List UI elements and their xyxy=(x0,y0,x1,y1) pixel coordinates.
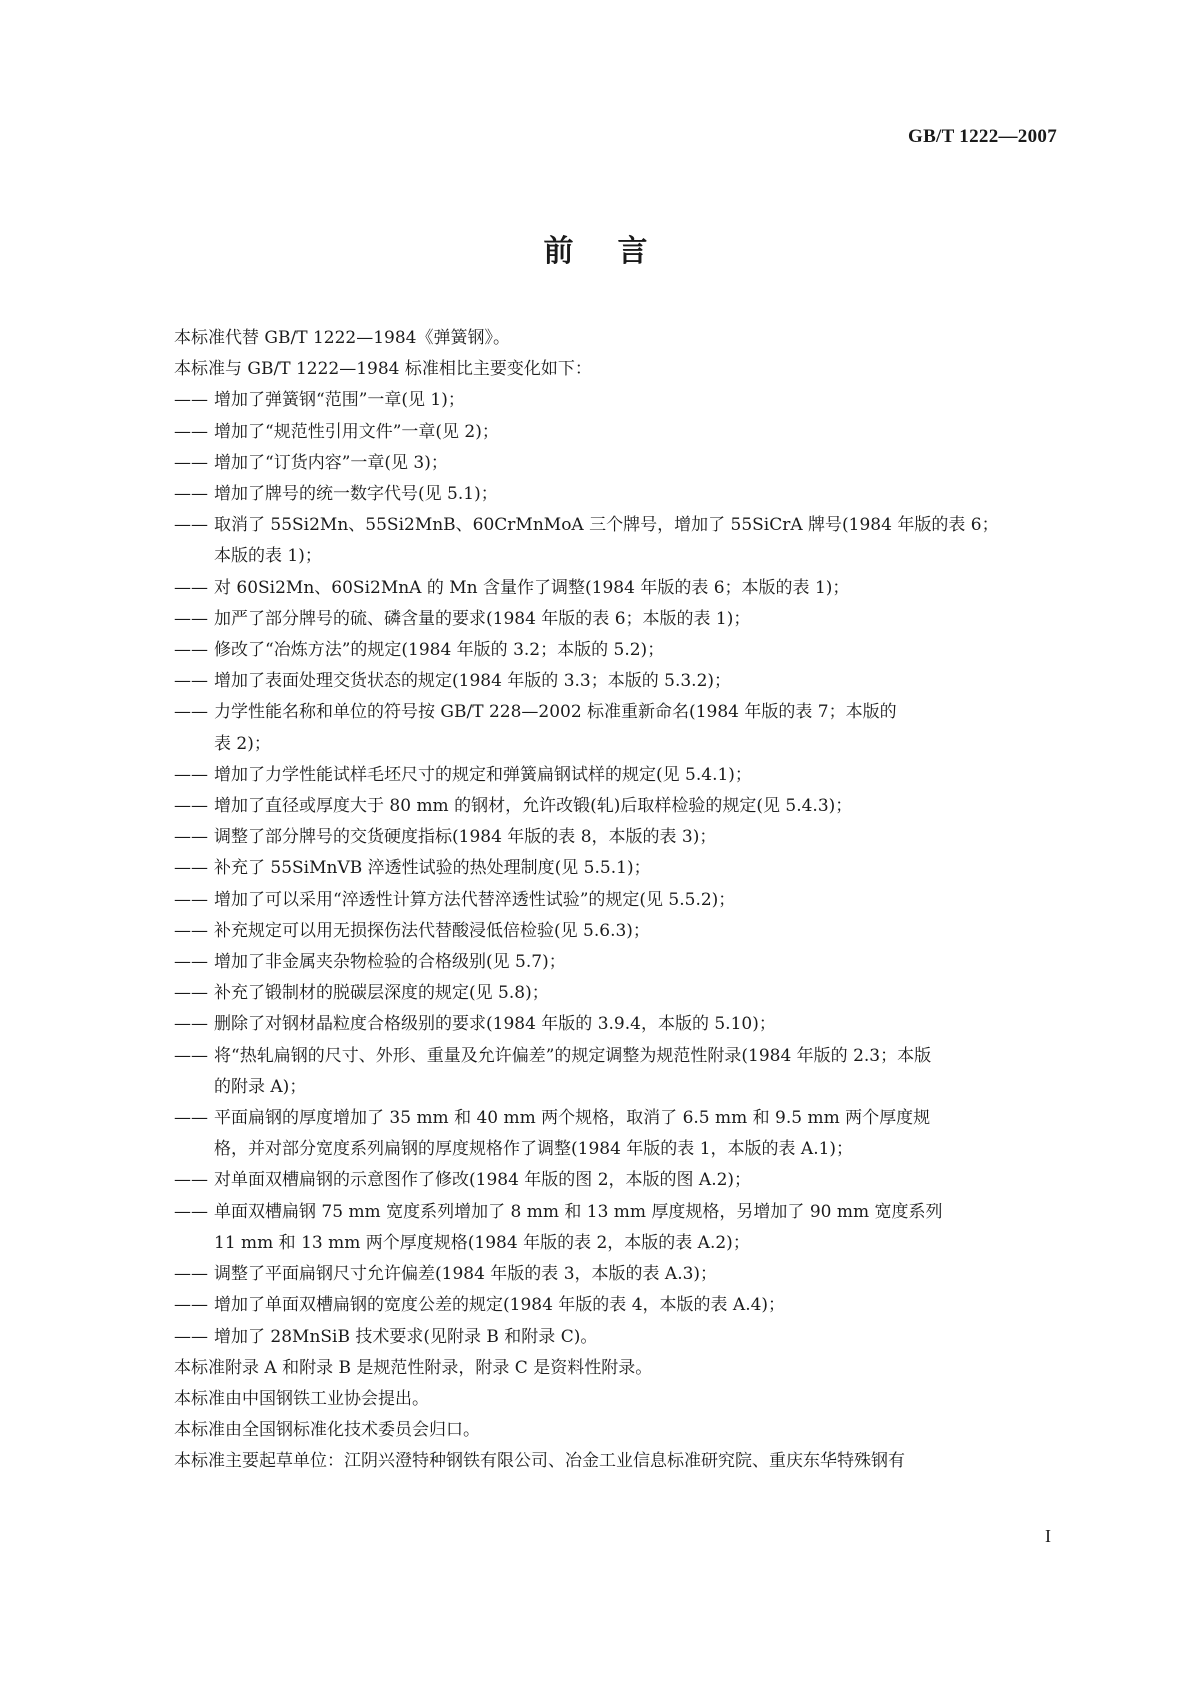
change-item-text: 增加了弹簧钢“范围”一章(见 1)； xyxy=(214,390,465,411)
closing-paragraph: 本标准附录 A 和附录 B 是规范性附录，附录 C 是资料性附录。 xyxy=(174,1357,653,1378)
change-item-text: 表 2)； xyxy=(214,733,271,754)
change-item xyxy=(174,885,1054,916)
list-dash: —— xyxy=(174,1045,208,1066)
changes-list xyxy=(174,385,1054,1352)
list-dash: —— xyxy=(174,1326,208,1347)
change-item xyxy=(174,573,1054,604)
change-item-text: 增加了可以采用“淬透性计算方法代替淬透性试验”的规定(见 5.5.2)； xyxy=(214,889,736,910)
change-item-text: 补充了锻制材的脱碳层深度的规定(见 5.8)； xyxy=(214,983,549,1004)
change-item-text: 平面扁钢的厚度增加了 35 mm 和 40 mm 两个规格，取消了 6.5 mm 和 9.5 mm 两个厚度规 xyxy=(214,1108,931,1129)
change-item-text: 补充了 55SiMnVB 淬透性试验的热处理制度(见 5.5.1)； xyxy=(214,858,651,879)
change-item-text: 对 60Si2Mn、60Si2MnA 的 Mn 含量作了调整(1984 年版的表 6；本版的表 1)； xyxy=(214,577,850,598)
intro-paragraph: 本标准代替 GB/T 1222—1984《弹簧钢》。 xyxy=(174,328,510,348)
change-item-text: 将“热轧扁钢的尺寸、外形、重量及允许偏差”的规定调整为规范性附录(1984 年版的 2.3；本版 xyxy=(214,1045,932,1066)
closing-paragraph: 本标准由中国钢铁工业协会提出。 xyxy=(174,1388,429,1409)
list-dash: —— xyxy=(174,608,208,629)
change-item xyxy=(174,1197,1054,1259)
list-dash: —— xyxy=(174,889,208,910)
list-dash: —— xyxy=(174,1170,208,1191)
change-item xyxy=(174,1322,1054,1353)
change-item-text: 调整了平面扁钢尺寸允许偏差(1984 年版的表 3，本版的表 A.3)； xyxy=(214,1264,718,1285)
list-dash: —— xyxy=(174,983,208,1004)
list-dash: —— xyxy=(174,1264,208,1285)
change-item xyxy=(174,666,1054,697)
change-item xyxy=(174,822,1054,853)
standard-code: GB/T 1222—2007 xyxy=(907,126,1057,147)
intro-paragraph: 本标准与 GB/T 1222—1984 标准相比主要变化如下： xyxy=(174,359,592,380)
change-item xyxy=(174,385,1054,416)
change-item-text: 增加了“订货内容”一章(见 3)； xyxy=(214,452,448,473)
change-item-text: 增加了力学性能试样毛坯尺寸的规定和弹簧扁钢试样的规定(见 5.4.1)； xyxy=(214,764,752,785)
closing-paragraph: 本标准主要起草单位：江阴兴澄特种钢铁有限公司、冶金工业信息标准研究院、重庆东华特殊钢有 xyxy=(174,1451,905,1472)
change-item xyxy=(174,697,1054,759)
list-dash: —— xyxy=(174,858,208,879)
change-item xyxy=(174,1009,1054,1040)
change-item-text: 调整了部分牌号的交货硬度指标(1984 年版的表 8，本版的表 3)； xyxy=(214,827,717,848)
change-item xyxy=(174,760,1054,791)
change-item xyxy=(174,479,1054,510)
list-dash: —— xyxy=(174,390,208,411)
change-item xyxy=(174,791,1054,822)
change-item-text: 增加了非金属夹杂物检验的合格级别(见 5.7)； xyxy=(214,952,566,973)
list-dash: —— xyxy=(174,920,208,941)
change-item-text: 取消了 55Si2Mn、55Si2MnB、60CrMnMoA 三个牌号，增加了 55SiCrA 牌号(1984 年版的表 6； xyxy=(214,515,999,536)
change-item xyxy=(174,916,1054,947)
change-item xyxy=(174,1259,1054,1290)
list-dash: —— xyxy=(174,484,208,505)
change-item-text: 加严了部分牌号的硫、磷含量的要求(1984 年版的表 6；本版的表 1)； xyxy=(214,608,751,629)
change-item-text: 删除了对钢材晶粒度合格级别的要求(1984 年版的 3.9.4，本版的 5.10)； xyxy=(214,1014,776,1035)
list-dash: —— xyxy=(174,1108,208,1129)
list-dash: —— xyxy=(174,1201,208,1222)
change-item xyxy=(174,978,1054,1009)
list-dash: —— xyxy=(174,515,208,536)
list-dash: —— xyxy=(174,1295,208,1316)
change-item xyxy=(174,947,1054,978)
change-item xyxy=(174,417,1054,448)
change-item-text: 对单面双槽扁钢的示意图作了修改(1984 年版的图 2，本版的图 A.2)； xyxy=(214,1170,752,1191)
change-item-text: 增加了“规范性引用文件”一章(见 2)； xyxy=(214,421,499,442)
list-dash: —— xyxy=(174,577,208,598)
change-item xyxy=(174,635,1054,666)
list-dash: —— xyxy=(174,1014,208,1035)
change-item-text: 补充规定可以用无损探伤法代替酸浸低倍检验(见 5.6.3)； xyxy=(214,920,650,941)
list-dash: —— xyxy=(174,796,208,817)
intro-section xyxy=(174,323,1054,385)
change-item xyxy=(174,510,1054,572)
change-item-text: 增加了牌号的统一数字代号(见 5.1)； xyxy=(214,484,498,505)
change-item-text: 增加了表面处理交货状态的规定(1984 年版的 3.3；本版的 5.3.2)； xyxy=(214,671,732,692)
list-dash: —— xyxy=(174,702,208,723)
change-item-text: 本版的表 1)； xyxy=(214,546,322,567)
change-item xyxy=(174,448,1054,479)
closing-paragraph: 本标准由全国钢标准化技术委员会归口。 xyxy=(174,1420,480,1441)
list-dash: —— xyxy=(174,827,208,848)
list-dash: —— xyxy=(174,764,208,785)
change-item-text: 的附录 A)； xyxy=(214,1076,307,1097)
list-dash: —— xyxy=(174,421,208,442)
change-item-text: 11 mm 和 13 mm 两个厚度规格(1984 年版的表 2，本版的表 A.2)； xyxy=(214,1232,750,1253)
change-item xyxy=(174,1103,1054,1165)
change-item xyxy=(174,853,1054,884)
closing-section xyxy=(174,1353,1054,1478)
change-item xyxy=(174,604,1054,635)
change-item-text: 格，并对部分宽度系列扁钢的厚度规格作了调整(1984 年版的表 1，本版的表 A.1)； xyxy=(214,1139,854,1160)
change-item xyxy=(174,1041,1054,1103)
page-title: 前言 xyxy=(543,234,692,269)
change-item-text: 单面双槽扁钢 75 mm 宽度系列增加了 8 mm 和 13 mm 厚度规格，另增加了 90 mm 宽度系列 xyxy=(214,1201,943,1222)
change-item-text: 力学性能名称和单位的符号按 GB/T 228—2002 标准重新命名(1984 年版的表 7；本版的 xyxy=(214,702,897,723)
change-item-text: 增加了单面双槽扁钢的宽度公差的规定(1984 年版的表 4，本版的表 A.4)； xyxy=(214,1295,786,1316)
page-number: I xyxy=(1045,1526,1051,1546)
change-item xyxy=(174,1165,1054,1196)
list-dash: —— xyxy=(174,640,208,661)
list-dash: —— xyxy=(174,671,208,692)
list-dash: —— xyxy=(174,452,208,473)
change-item-text: 增加了 28MnSiB 技术要求(见附录 B 和附录 C)。 xyxy=(214,1326,598,1347)
list-dash: —— xyxy=(174,952,208,973)
change-item-text: 增加了直径或厚度大于 80 mm 的钢材，允许改锻(轧)后取样检验的规定(见 5.4.3)； xyxy=(214,796,853,817)
document-body xyxy=(174,323,1054,1478)
change-item-text: 修改了“冶炼方法”的规定(1984 年版的 3.2；本版的 5.2)； xyxy=(214,640,665,661)
change-item xyxy=(174,1290,1054,1321)
